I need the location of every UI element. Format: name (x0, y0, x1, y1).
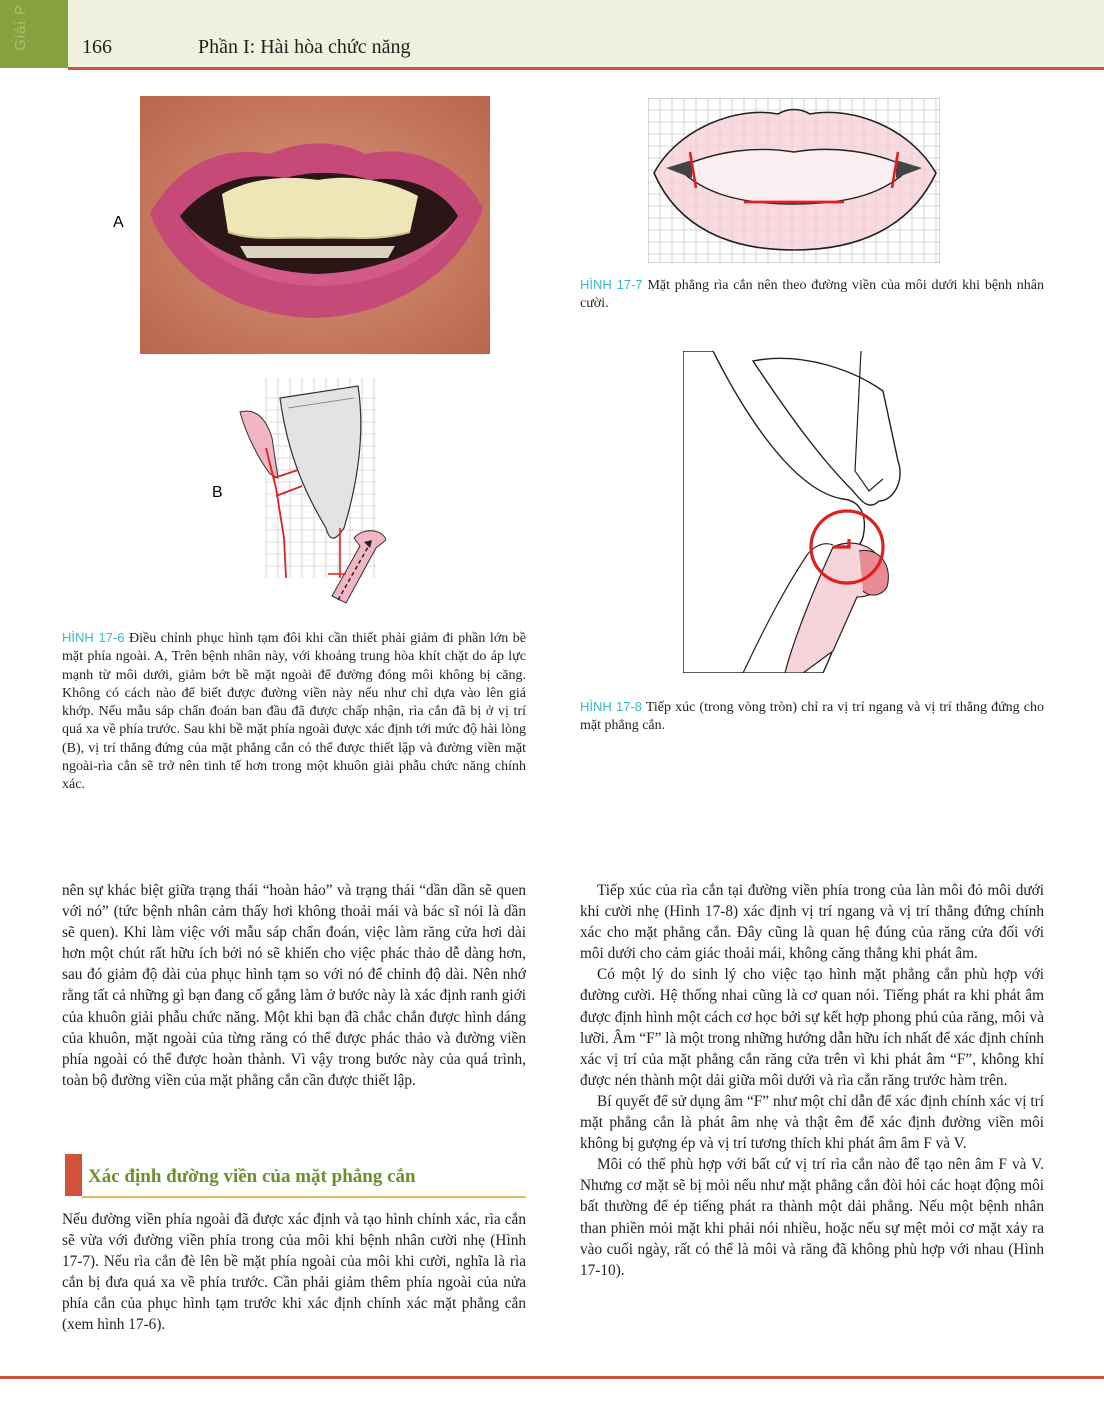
caption-figure-17-7 (580, 276, 1044, 314)
page-header (0, 0, 1104, 68)
left-column-text-top (62, 880, 526, 1091)
figure-number: HÌNH 17-6 (62, 630, 125, 645)
body-paragraph: Bí quyết để sử dụng âm “F” như một chỉ dẫn để xác định chính xác vị trí mặt phẳng cắn là phát âm nhẹ và thật êm để xác định đường viền môi không bị gượng ép và vị trí tương thích khi phát âm âm F và V. (580, 1092, 1044, 1153)
caption-text: Điều chỉnh phục hình tạm đôi khi cần thiết phải giảm đi phần lớn bề mặt phía ngoài. A, Trên bệnh nhân này, với khoảng trung hòa khít chặt do áp lực mạnh từ môi dưới, giảm bớt bề mặt ngoài để đường đóng môi không bị căng. Không có cách nào để biết được đường viền này nếu như chỉ dựa vào lên giá khớp. Nếu mẫu sáp chẩn đoán ban đầu đã được chấp nhận, rìa cắn đã bị ở vị trí quá xa về phía trước. Sau khi bề mặt phía ngoài được xác định tới mức độ hài lòng (B), vị trí thẳng đứng của mặt phẳng cắn có thể được thiết lập và đường viền mặt ngoài-rìa cắn sẽ trở nên tinh tế hơn trong một khuôn giải phẫu chức năng chính xác. (62, 631, 526, 793)
lip-grid-diagram (648, 98, 940, 263)
incisor-lip-diagram (236, 378, 396, 616)
body-paragraph: Có một lý do sinh lý cho việc tạo hình mặt phẳng cắn phù hợp với đường cười. Hệ thống nhai cũng là cơ quan nói. Tiếng phát ra khi phát âm được định hình một cách cơ học bởi sự kết hợp phong phú của răng, môi và lưỡi. Âm “F” là một trong những hướng dẫn hữu ích nhất để xác định chính xác vị trí của mặt phẳng cắn răng cửa trên vì khi phát âm “F”, không khí được nén thành một dải giữa môi dưới và rìa cắn răng trước hàm trên. (580, 966, 1044, 1089)
chapter-tab (0, 0, 68, 68)
right-column-text (580, 880, 1044, 1281)
section-rule (82, 1196, 526, 1198)
body-paragraph: Môi có thể phù hợp với bất cứ vị trí rìa cắn nào để tạo nên âm F và V. Nhưng cơ mặt sẽ bị mỏi nếu như mặt phẳng cắn đòi hỏi các hoạt động môi bất thường để ép tiếng phát ra thành một dải phẳng. Nếu một bệnh nhân than phiền mỏi mặt khi phải nói nhiều, hoặc nếu sự mệt mỏi cơ mặt xảy ra vào cuối ngày, rất có thể là môi và răng đã không phù hợp với nhau (Hình 17-10). (580, 1156, 1044, 1279)
page-number: 166 (82, 36, 112, 58)
section-marker (65, 1154, 82, 1196)
section-heading: Xác định đường viền của mặt phẳng cắn (88, 1166, 416, 1187)
figure-label-b: B (212, 484, 223, 501)
header-rule (68, 67, 1104, 70)
running-title: Phần I: Hài hòa chức năng (198, 36, 411, 58)
body-paragraph: Tiếp xúc của rìa cắn tại đường viền phía trong của làn môi đỏ môi dưới khi cười nhẹ (Hình 17-8) xác định vị trí ngang và vị trí thẳng đứng chính xác cho mặt phẳng cắn. Đây cũng là quan hệ đúng của răng cửa đối với môi dưới cho cảm giác thoải mái, không căng thẳng khi phát âm. (580, 882, 1044, 963)
caption-figure-17-6 (62, 629, 526, 795)
figure-number: HÌNH 17-8 (580, 699, 642, 714)
mouth-photo (140, 96, 490, 354)
caption-text: Tiếp xúc (trong vòng tròn) chỉ ra vị trí ngang và vị trí thẳng đứng cho mặt phẳng cắn. (580, 700, 1044, 734)
chapter-tab-text: Giải P (12, 4, 29, 51)
caption-text: Mặt phẳng rìa cắn nên theo đường viền của môi dưới khi bệnh nhân cười. (580, 278, 1045, 312)
figure-label-a: A (113, 214, 124, 231)
incisal-contact-diagram (683, 351, 905, 673)
body-paragraph: Nếu đường viền phía ngoài đã được xác định và tạo hình chính xác, rìa cắn sẽ vừa với đường viền phía trong của môi khi bệnh nhân cười nhẹ (Hình 17-7). Nếu rìa cắn đè lên bề mặt phía ngoài của môi khi cười, nghĩa là rìa cắn bị đưa quá xa về phía trước. Cần phải giảm thêm phía ngoài của nửa phía cắn của phục hình tạm trước khi xác định chính xác mặt phẳng cắn (xem hình 17-6). (62, 1211, 526, 1334)
body-paragraph: nên sự khác biệt giữa trạng thái “hoàn hảo” và trạng thái “dần dần sẽ quen với nó” (tức bệnh nhân cảm thấy hơi không thoải mái và bác sĩ nói là dần sẽ quen). Khi làm việc với mẫu sáp chẩn đoán, việc làm răng cửa hơi dài hơn một chút rất hữu ích bởi nó sẽ khiến cho việc phác thảo dễ dàng hơn, sau đó giảm độ dài của phục hình tạm so với nó để chỉnh độ dài. Nên nhớ rằng tất cả những gì bạn đang cố gắng làm ở bước này là xác định ranh giới của khuôn giải phẫu chức năng. Một khi bạn đã chắc chắn được hình dáng của khuôn, mặt ngoài của từng răng có thể được phác thảo và đường viền phía ngoài có thể được hoàn thành. Vì vậy trong bước này của quá trình, toàn bộ đường viền của mặt phẳng cắn cần được thiết lập. (62, 882, 526, 1089)
caption-figure-17-8 (580, 698, 1044, 736)
footer-rule (0, 1376, 1104, 1379)
left-column-text-bottom (62, 1209, 526, 1336)
figure-number: HÌNH 17-7 (580, 277, 643, 292)
